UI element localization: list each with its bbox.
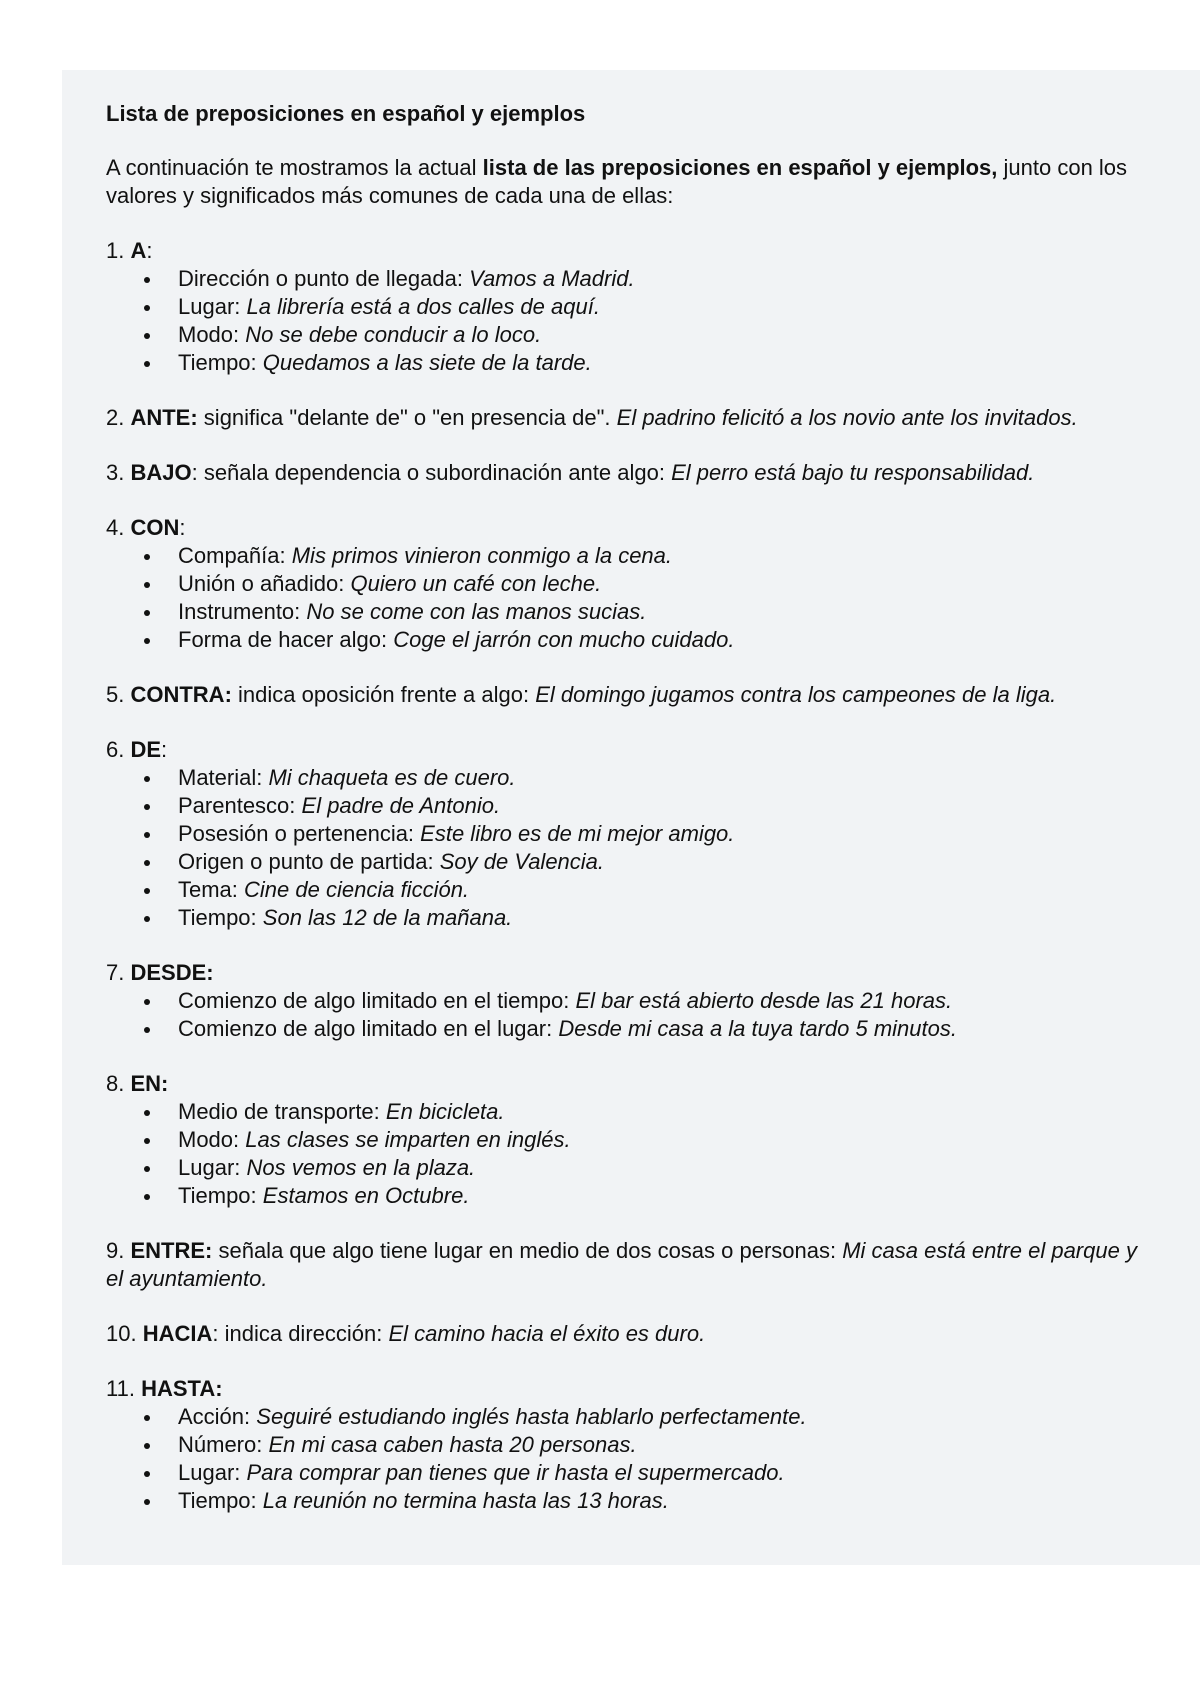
usage-label: Lugar: bbox=[178, 1460, 247, 1485]
usage-item bbox=[106, 1431, 1160, 1459]
entry-term: ANTE: bbox=[130, 405, 198, 430]
usage-example: Mi chaqueta es de cuero. bbox=[268, 765, 516, 790]
entry-number: 10. bbox=[106, 1321, 143, 1346]
preposition-entry bbox=[106, 459, 1160, 487]
bullet-icon bbox=[144, 916, 150, 922]
intro-paragraph bbox=[106, 154, 1160, 210]
usage-label: Comienzo de algo limitado en el tiempo: bbox=[178, 988, 576, 1013]
usage-example: Soy de Valencia. bbox=[439, 849, 605, 874]
usage-item bbox=[106, 542, 1160, 570]
usage-example: La reunión no termina hasta las 13 horas. bbox=[262, 1488, 669, 1513]
usage-item bbox=[106, 1403, 1160, 1431]
entry-term: EN: bbox=[130, 1071, 169, 1096]
preposition-entry bbox=[106, 1375, 1160, 1515]
usage-item bbox=[106, 987, 1160, 1015]
usage-example: Este libro es de mi mejor amigo. bbox=[420, 821, 735, 846]
bullet-icon bbox=[144, 361, 150, 367]
entry-description: indica oposición frente a algo: bbox=[231, 682, 536, 707]
document-title: Lista de preposiciones en español y ejemplos bbox=[106, 101, 586, 126]
usage-label: Comienzo de algo limitado en el lugar: bbox=[178, 1016, 559, 1041]
bullet-icon bbox=[144, 610, 150, 616]
bullet-icon bbox=[144, 554, 150, 560]
usage-list bbox=[106, 1098, 1160, 1210]
usage-item bbox=[106, 792, 1160, 820]
entry-number: 9. bbox=[106, 1238, 131, 1263]
entry-number: 1. bbox=[106, 238, 131, 263]
usage-item bbox=[106, 1126, 1160, 1154]
usage-item bbox=[106, 820, 1160, 848]
entry-heading bbox=[106, 514, 1160, 542]
usage-example: El bar está abierto desde las 21 horas. bbox=[575, 988, 953, 1013]
usage-example: Son las 12 de la mañana. bbox=[262, 905, 513, 930]
entry-term: HACIA bbox=[142, 1321, 213, 1346]
usage-example: Las clases se imparten en inglés. bbox=[245, 1127, 571, 1152]
bullet-icon bbox=[144, 638, 150, 644]
bullet-icon bbox=[144, 832, 150, 838]
usage-example: Mis primos vinieron conmigo a la cena. bbox=[291, 543, 673, 568]
usage-label: Compañía: bbox=[178, 543, 292, 568]
intro-bold-text: lista de las preposiciones en español y ejemplos, bbox=[482, 155, 998, 180]
usage-list bbox=[106, 987, 1160, 1043]
preposition-entry bbox=[106, 1237, 1160, 1293]
entry-example: El perro está bajo tu responsabilidad. bbox=[671, 460, 1035, 485]
usage-list bbox=[106, 764, 1160, 932]
bullet-icon bbox=[144, 1194, 150, 1200]
entry-heading bbox=[106, 404, 1160, 432]
usage-label: Modo: bbox=[178, 1127, 246, 1152]
entry-term: ENTRE: bbox=[130, 1238, 213, 1263]
usage-label: Número: bbox=[178, 1432, 269, 1457]
usage-label: Tiempo: bbox=[178, 350, 263, 375]
entry-term: CONTRA: bbox=[130, 682, 232, 707]
intro-text: A continuación te mostramos la actual bbox=[106, 155, 483, 180]
usage-example: En bicicleta. bbox=[385, 1099, 505, 1124]
entry-number: 3. bbox=[106, 460, 131, 485]
entry-term: CON bbox=[130, 515, 180, 540]
usage-label: Material: bbox=[178, 765, 269, 790]
bullet-icon bbox=[144, 776, 150, 782]
bullet-icon bbox=[144, 1443, 150, 1449]
bullet-icon bbox=[144, 1110, 150, 1116]
usage-list bbox=[106, 542, 1160, 654]
preposition-entry bbox=[106, 959, 1160, 1043]
bullet-icon bbox=[144, 1027, 150, 1033]
entry-term: DE bbox=[130, 737, 162, 762]
entry-example: El padrino felicitó a los novio ante los invitados. bbox=[616, 405, 1078, 430]
usage-label: Tiempo: bbox=[178, 1488, 263, 1513]
entry-heading bbox=[106, 1237, 1160, 1293]
usage-label: Tiempo: bbox=[178, 905, 263, 930]
usage-label: Lugar: bbox=[178, 294, 247, 319]
bullet-icon bbox=[144, 333, 150, 339]
entry-heading bbox=[106, 237, 1160, 265]
bullet-icon bbox=[144, 804, 150, 810]
usage-example: Para comprar pan tienes que ir hasta el supermercado. bbox=[246, 1460, 785, 1485]
entry-description: significa "delante de" o "en presencia de". bbox=[197, 405, 617, 430]
entry-term: DESDE: bbox=[130, 960, 214, 985]
usage-list bbox=[106, 265, 1160, 377]
usage-item bbox=[106, 293, 1160, 321]
bullet-icon bbox=[144, 277, 150, 283]
entry-example: Mi casa está entre el parque y el ayuntamiento. bbox=[106, 1238, 1137, 1291]
entry-term: BAJO bbox=[130, 460, 192, 485]
usage-item bbox=[106, 598, 1160, 626]
usage-label: Modo: bbox=[178, 322, 246, 347]
bullet-icon bbox=[144, 1166, 150, 1172]
entry-colon: : bbox=[146, 238, 153, 263]
usage-item bbox=[106, 570, 1160, 598]
usage-label: Forma de hacer algo: bbox=[178, 627, 394, 652]
entry-colon: : bbox=[161, 737, 168, 762]
usage-label: Lugar: bbox=[178, 1155, 247, 1180]
usage-item bbox=[106, 265, 1160, 293]
usage-example: No se debe conducir a lo loco. bbox=[245, 322, 542, 347]
entry-number: 4. bbox=[106, 515, 131, 540]
bullet-icon bbox=[144, 1499, 150, 1505]
usage-item bbox=[106, 1182, 1160, 1210]
entry-description: : indica dirección: bbox=[212, 1321, 389, 1346]
usage-label: Medio de transporte: bbox=[178, 1099, 386, 1124]
preposition-entry bbox=[106, 736, 1160, 932]
entry-description: señala que algo tiene lugar en medio de dos cosas o personas: bbox=[212, 1238, 843, 1263]
bullet-icon bbox=[144, 1138, 150, 1144]
usage-item bbox=[106, 1098, 1160, 1126]
usage-item bbox=[106, 1015, 1160, 1043]
usage-label: Posesión o pertenencia: bbox=[178, 821, 421, 846]
entry-heading bbox=[106, 1375, 1160, 1403]
preposition-entry bbox=[106, 514, 1160, 654]
entry-heading bbox=[106, 459, 1160, 487]
entry-number: 2. bbox=[106, 405, 131, 430]
entry-colon: : bbox=[179, 515, 186, 540]
entry-example: El domingo jugamos contra los campeones de la liga. bbox=[535, 682, 1057, 707]
entry-term: A bbox=[130, 238, 147, 263]
usage-example: No se come con las manos sucias. bbox=[306, 599, 647, 624]
entry-heading bbox=[106, 1070, 1160, 1098]
bullet-icon bbox=[144, 1471, 150, 1477]
usage-label: Tema: bbox=[178, 877, 245, 902]
entry-number: 8. bbox=[106, 1071, 131, 1096]
usage-example: Quedamos a las siete de la tarde. bbox=[262, 350, 592, 375]
preposition-entry bbox=[106, 237, 1160, 377]
usage-item bbox=[106, 1154, 1160, 1182]
entry-number: 5. bbox=[106, 682, 131, 707]
document-page bbox=[62, 70, 1200, 1565]
usage-item bbox=[106, 876, 1160, 904]
usage-item bbox=[106, 321, 1160, 349]
usage-example: Quiero un café con leche. bbox=[350, 571, 602, 596]
entry-number: 7. bbox=[106, 960, 131, 985]
preposition-entry bbox=[106, 681, 1160, 709]
usage-item bbox=[106, 904, 1160, 932]
usage-label: Instrumento: bbox=[178, 599, 307, 624]
usage-example: Estamos en Octubre. bbox=[262, 1183, 470, 1208]
bullet-icon bbox=[144, 860, 150, 866]
preposition-entry bbox=[106, 1320, 1160, 1348]
entry-heading bbox=[106, 1320, 1160, 1348]
bullet-icon bbox=[144, 305, 150, 311]
usage-list bbox=[106, 1403, 1160, 1515]
usage-item bbox=[106, 626, 1160, 654]
entry-number: 11. bbox=[106, 1376, 142, 1401]
usage-example: Coge el jarrón con mucho cuidado. bbox=[393, 627, 735, 652]
usage-label: Parentesco: bbox=[178, 793, 302, 818]
usage-example: El padre de Antonio. bbox=[301, 793, 501, 818]
usage-label: Origen o punto de partida: bbox=[178, 849, 440, 874]
preposition-list bbox=[106, 237, 1160, 1515]
usage-label: Acción: bbox=[178, 1404, 257, 1429]
usage-label: Tiempo: bbox=[178, 1183, 263, 1208]
entry-term: HASTA: bbox=[141, 1376, 223, 1401]
bullet-icon bbox=[144, 888, 150, 894]
usage-example: Nos vemos en la plaza. bbox=[246, 1155, 476, 1180]
usage-item bbox=[106, 1487, 1160, 1515]
bullet-icon bbox=[144, 582, 150, 588]
usage-example: Desde mi casa a la tuya tardo 5 minutos. bbox=[558, 1016, 957, 1041]
usage-example: La librería está a dos calles de aquí. bbox=[246, 294, 600, 319]
usage-label: Unión o añadido: bbox=[178, 571, 351, 596]
entry-description: : señala dependencia o subordinación ante algo: bbox=[191, 460, 672, 485]
usage-label: Dirección o punto de llegada: bbox=[178, 266, 470, 291]
entry-number: 6. bbox=[106, 737, 131, 762]
entry-heading bbox=[106, 736, 1160, 764]
entry-heading bbox=[106, 681, 1160, 709]
usage-item bbox=[106, 1459, 1160, 1487]
preposition-entry bbox=[106, 404, 1160, 432]
usage-example: Cine de ciencia ficción. bbox=[244, 877, 470, 902]
bullet-icon bbox=[144, 999, 150, 1005]
usage-item bbox=[106, 349, 1160, 377]
usage-item bbox=[106, 764, 1160, 792]
usage-example: Vamos a Madrid. bbox=[469, 266, 635, 291]
entry-example: El camino hacia el éxito es duro. bbox=[388, 1321, 706, 1346]
intro-text-end: junto con los valores y significados más comunes de cada una de ellas: bbox=[106, 155, 1128, 208]
entry-heading bbox=[106, 959, 1160, 987]
usage-example: Seguiré estudiando inglés hasta hablarlo perfectamente. bbox=[256, 1404, 807, 1429]
bullet-icon bbox=[144, 1415, 150, 1421]
usage-example: En mi casa caben hasta 20 personas. bbox=[268, 1432, 637, 1457]
preposition-entry bbox=[106, 1070, 1160, 1210]
usage-item bbox=[106, 848, 1160, 876]
